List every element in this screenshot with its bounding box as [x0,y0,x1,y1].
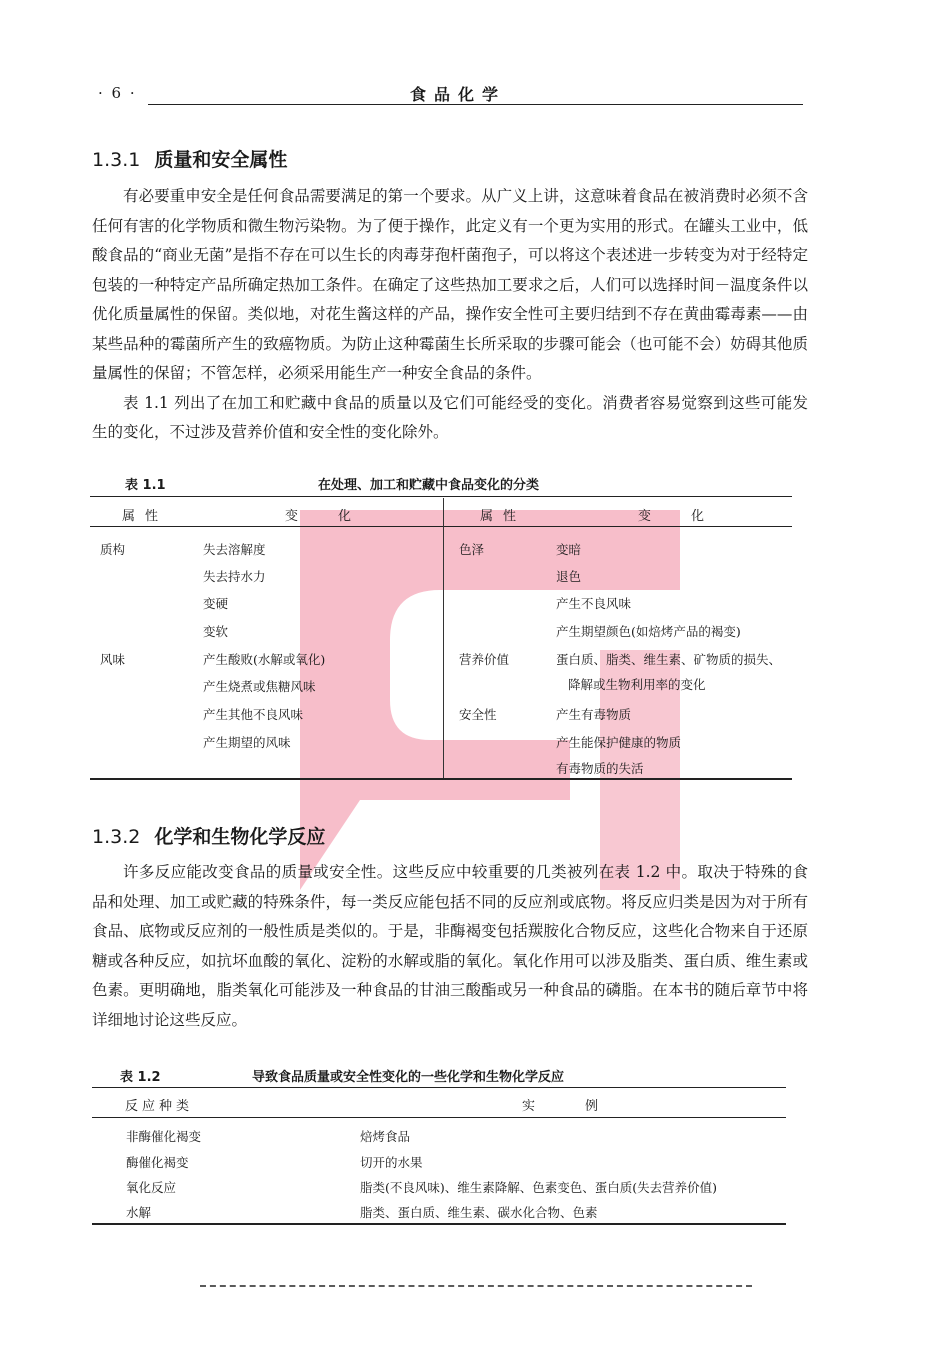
running-title: 食品化学 [410,85,507,104]
section-number: 1.3.2 [92,826,141,848]
paragraph: 表 1.1 列出了在加工和贮藏中食品的质量以及它们可能经受的变化。消费者容易觉察到这些可能发生的变化，不过涉及营养价值和安全性的变化除外。 [92,393,808,441]
table-top-rule [92,1087,786,1088]
table-cell: 产生烧煮或焦糖风味 [203,679,316,694]
table-caption: 导致食品质量或安全性变化的一些化学和生物化学反应 [252,1070,565,1085]
table-cell: 变软 [203,624,229,639]
table-header: 变化 [285,509,392,524]
table-top-rule [90,496,792,497]
section-title: 化学和生物化学反应 [154,826,326,848]
section-2-body [92,858,808,1035]
section-heading-1 [92,145,287,172]
table-cell: 质构 [100,542,126,557]
table-header: 变化 [638,509,745,524]
table-cell: 失去溶解度 [203,542,266,557]
section-number: 1.3.1 [92,149,141,171]
table-header: 实例 [522,1099,649,1114]
section-heading-2 [92,822,325,849]
table-cell: 产生能保护健康的物质 [556,735,682,750]
table-cell: 焙烤食品 [360,1129,411,1144]
table-cell: 产生其他不良风味 [203,707,304,722]
table-cell: 安全性 [459,707,497,722]
page-number: · 6 · [98,84,137,102]
table-bottom-rule [92,1223,786,1225]
table-cell: 失去持水力 [203,569,266,584]
table-cell: 脂类(不良风味)、维生素降解、色素变色、蛋白质(失去营养价值) [360,1180,718,1195]
table-cell: 脂类、蛋白质、维生素、碳水化合物、色素 [360,1205,598,1220]
section-title: 质量和安全属性 [154,149,288,171]
section-1-body [92,182,808,448]
table-cell: 氧化反应 [126,1180,177,1195]
table-cell: 蛋白质、脂类、维生素、矿物质的损失、 [556,652,782,667]
table-cell: 产生期望颜色(如焙烤产品的褐变) [556,624,741,639]
table-cell: 非酶催化褐变 [126,1129,202,1144]
table-cell: 酶催化褐变 [126,1155,189,1170]
table-cell: 变硬 [203,596,229,611]
table-cell: 水解 [126,1205,152,1220]
table-cell: 退色 [556,569,582,584]
table-header: 属性 [122,509,169,524]
table-cell: 产生酸败(水解或氧化) [203,652,326,667]
table-header-rule [90,526,792,527]
table-label: 表 1.1 [125,478,166,493]
table-cell: 切开的水果 [360,1155,423,1170]
table-header: 属性 [480,509,527,524]
table-cell: 营养价值 [459,652,510,667]
table-label: 表 1.2 [120,1070,161,1085]
footer-rule [200,1285,752,1287]
table-column-divider [443,498,444,778]
table-cell: 风味 [100,652,126,667]
table-cell: 产生有毒物质 [556,707,632,722]
table-cell: 变暗 [556,542,582,557]
table-cell: 降解或生物利用率的变化 [568,677,706,692]
header-rule [148,104,803,105]
table-header: 反应种类 [125,1099,194,1114]
table-cell: 有毒物质的失活 [556,761,644,776]
table-cell: 产生不良风味 [556,596,632,611]
table-cell: 产生期望的风味 [203,735,291,750]
paragraph: 有必要重申安全是任何食品需要满足的第一个要求。从广义上讲，这意味着食品在被消费时必须不含任何有害的化学物质和微生物污染物。为了便于操作，此定义有一个更为实用的形式。在罐头工业中，低酸食品的“商业无菌”是指不存在可以生长的肉毒芽孢杆菌孢子，可以将这个表述进一步转变为对于经特定包装的一种特定产品所确定热加工条件。在确定了这些热加工要求之后，人们可以选择时间－温度条件以优化质量属性的保留。类似地，对花生酱这样的产品，操作安全性可主要归结到不存在黄曲霉毒素——由某些品种的霉菌所产生的致癌物质。为防止这种霉菌生长所采取的步骤可能会（也可能不会）妨碍其他质量属性的保留；不管怎样，必须采用能生产一种安全食品的条件。 [92,187,808,382]
table-bottom-rule [90,778,792,780]
table-header-rule [92,1117,786,1118]
table-caption: 在处理、加工和贮藏中食品变化的分类 [318,478,540,493]
paragraph: 许多反应能改变食品的质量或安全性。这些反应中较重要的几类被列在表 1.2 中。取决于特殊的食品和处理、加工或贮藏的特殊条件，每一类反应能包括不同的反应剂或底物。将反应归类是因为对于所有食品、底物或反应剂的一般性质是类似的。于是，非酶褐变包括羰胺化合物反应，这些化合物来自于还原糖或各种反应，如抗坏血酸的氧化、淀粉的水解或脂的氧化。氧化作用可以涉及脂类、蛋白质、维生素或色素。更明确地，脂类氧化可能涉及一种食品的甘油三酸酯或另一种食品的磷脂。在本书的随后章节中将详细地讨论这些反应。 [92,863,808,1029]
table-cell: 色泽 [459,542,485,557]
